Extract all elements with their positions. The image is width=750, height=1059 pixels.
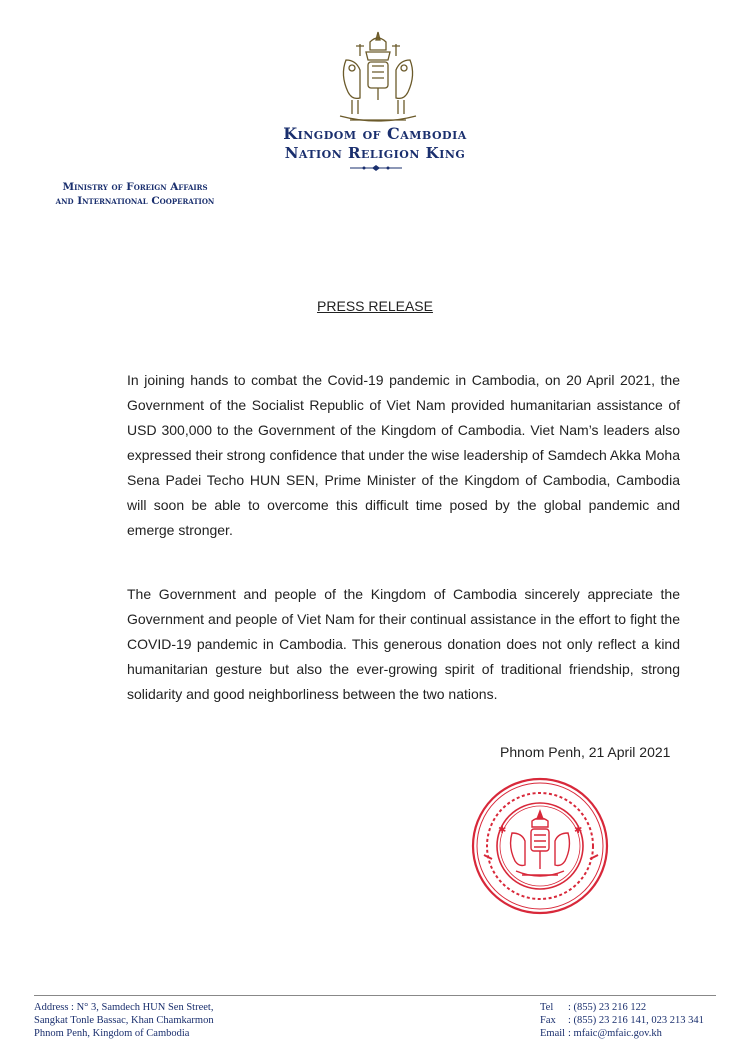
address-line-2: Sangkat Tonle Bassac, Khan Chamkarmon (34, 1015, 214, 1026)
svg-text:✱: ✱ (498, 825, 507, 836)
divider-ornament-icon (346, 164, 406, 172)
email-value: : mfaic@mfaic.gov.kh (568, 1028, 662, 1039)
body-paragraph-2: The Government and people of the Kingdom of Cambodia sincerely appreciate the Government and people of Viet Nam for their continual assistance in the effort to fight the COVID-19 pandemic in Cambodia. This generous donation does not only reflect a kind humanitarian gesture but also the ever-growing spirit of traditional friendship, strong solidarity and good neighborliness between the two nations. (127, 586, 680, 702)
kingdom-title: Kingdom of Cambodia (283, 124, 467, 143)
tel-row (540, 1001, 740, 1014)
svg-text:✱: ✱ (574, 825, 583, 836)
footer-divider (34, 995, 716, 996)
fax-row (540, 1014, 740, 1027)
tel-value: : (855) 23 216 122 (568, 1002, 647, 1013)
email-label: Email (540, 1028, 566, 1039)
royal-arms-icon (330, 30, 426, 130)
fax-label: Fax (540, 1015, 556, 1026)
email-row (540, 1027, 740, 1040)
body-paragraph-1: In joining hands to combat the Covid-19 pandemic in Cambodia, on 20 April 2021, the Government of the Socialist Republic of Viet Nam provided humanitarian assistance of USD 300,000 to the Government of the Kingdom of Cambodia. Viet Nam’s leaders also expressed their strong confidence that under the wise leadership of Samdech Akka Moha Sena Padei Techo HUN SEN, Prime Minister of the Kingdom of Cambodia, Cambodia will soon be able to overcome this difficult time posed by the global pandemic and emerge stronger. (127, 372, 680, 538)
dateline: Phnom Penh, 21 April 2021 (500, 744, 671, 760)
footer-address (34, 1001, 364, 1040)
document-title: PRESS RELEASE (317, 298, 433, 314)
address-line-3: Phnom Penh, Kingdom of Cambodia (34, 1028, 190, 1039)
fax-value: : (855) 23 216 141, 023 213 341 (568, 1015, 704, 1026)
ministry-seal-icon (470, 775, 610, 917)
footer-contact (540, 1001, 740, 1040)
ministry-line-1: Ministry of Foreign Affairs (62, 181, 208, 193)
ministry-line-2: and International Cooperation (55, 195, 215, 207)
national-motto: Nation Religion King (284, 144, 466, 162)
ministry-name (34, 180, 236, 208)
address-line-1: Address : N° 3, Samdech HUN Sen Street, (34, 1002, 214, 1013)
tel-label: Tel (540, 1002, 554, 1013)
